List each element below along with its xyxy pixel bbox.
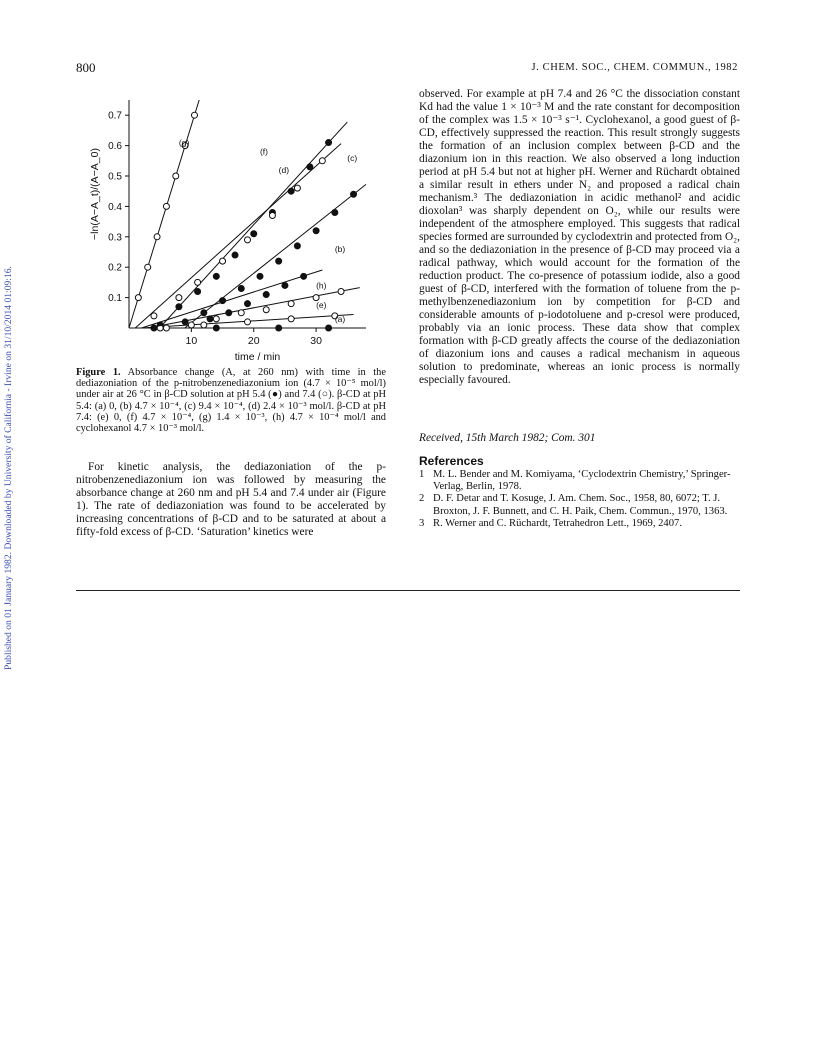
x-tick-label: 30 — [310, 335, 322, 347]
data-point — [282, 282, 288, 288]
data-point — [301, 273, 307, 279]
series-label: (e) — [316, 300, 327, 311]
reference-item — [419, 469, 740, 493]
page-number: 800 — [76, 60, 96, 75]
data-point — [332, 209, 338, 215]
data-point — [213, 325, 219, 331]
data-point — [195, 289, 201, 295]
figure-caption — [76, 367, 386, 434]
data-point — [145, 264, 151, 270]
caption-label: Figure 1. — [76, 367, 121, 378]
series-label: (b) — [334, 244, 346, 254]
y-tick-label: 0.5 — [108, 171, 122, 183]
data-point — [195, 279, 201, 285]
data-point — [269, 213, 275, 219]
data-point — [319, 158, 325, 164]
data-point — [232, 252, 238, 258]
data-point — [326, 140, 332, 146]
data-point — [176, 304, 182, 310]
data-point — [176, 295, 182, 301]
page-bottom-rule — [76, 590, 740, 591]
references-heading: References — [419, 454, 484, 468]
data-point — [338, 289, 344, 295]
left-column-paragraph: For kinetic analysis, the dediazoniation of the p-nitrobenzenediazonium ion was followed by measuring the absorbance change at 260 nm and pH 5.4 and 7.4 under air (Figure 1). The rate of dediazoniation was found to be accelerated by increasing concentrations of β-CD and to be saturated at about a fifty-fold excess of β-CD. ‘Saturation’ kinetics were — [76, 461, 386, 538]
series-label: (a) — [334, 313, 346, 324]
data-point — [173, 173, 179, 179]
running-head: J. CHEM. SOC., CHEM. COMMUN., 1982 — [531, 62, 738, 73]
x-tick-label: 10 — [185, 335, 198, 347]
reference-item — [419, 518, 740, 530]
data-point — [263, 292, 269, 298]
data-point — [151, 313, 157, 319]
caption-text: Absorbance change (A, at 260 nm) with time in the dediazoniation of the p-nitrobenzenediazonium ion (4.7 × 10⁻⁵ mol/l) under air at 26 °C in β-CD solution at pH 5.4 (●) and 7.4 (○). β-CD at pH 5.4: (a) 0, (b) 4.7 × 10⁻⁴, (c) 9.4 × 10⁻⁴, (d) 2.4 × 10⁻³ mol/l. β-CD at pH 7.4: (e) 0, (f) 4.7 × 10⁻⁴, (g) 1.4 × 10⁻³, (h) 4.7 × 10⁻⁴ mol/l and cyclohexanol 4.7 × 10⁻³ mol/l. — [76, 367, 386, 435]
y-tick-label: 0.1 — [108, 293, 122, 305]
data-point — [294, 185, 300, 191]
data-point — [151, 325, 157, 331]
data-point — [135, 295, 141, 301]
data-point — [288, 316, 294, 322]
series-line — [141, 270, 322, 328]
data-point — [213, 273, 219, 279]
y-tick-label: 0.6 — [108, 141, 122, 153]
reference-number: 2 — [419, 493, 425, 505]
series-line — [129, 100, 199, 328]
data-point — [288, 301, 294, 307]
data-point — [263, 307, 269, 313]
references-list — [419, 469, 740, 530]
y-tick-label: 0.3 — [108, 232, 122, 244]
series-label: (g) — [178, 137, 190, 148]
series-label: (f) — [259, 146, 269, 157]
data-point — [220, 258, 226, 264]
data-point — [238, 285, 244, 291]
kinetics-chart — [76, 88, 376, 364]
data-point — [245, 319, 251, 325]
reference-text: D. F. Detar and T. Kosuge, J. Am. Chem. Soc., 1958, 80, 6072; T. J. Broxton, J. F. Bunnett, and C. H. Paik, Chem. Commun., 1970, 1363. — [433, 493, 728, 517]
data-point — [313, 228, 319, 234]
data-point — [294, 243, 300, 249]
data-point — [191, 112, 197, 118]
series-line — [135, 144, 341, 328]
data-point — [245, 301, 251, 307]
data-point — [220, 298, 226, 304]
data-point — [163, 325, 169, 331]
data-point — [276, 325, 282, 331]
publication-margin-note — [3, 190, 17, 670]
x-axis-label: time / min — [234, 351, 281, 363]
data-point — [163, 203, 169, 209]
series-line — [185, 184, 366, 327]
y-tick-label: 0.2 — [108, 262, 122, 274]
data-point — [288, 188, 294, 194]
series-label: (h) — [316, 280, 327, 291]
received-line: Received, 15th March 1982; Com. 301 — [419, 432, 596, 444]
data-point — [188, 322, 194, 328]
reference-text: M. L. Bender and M. Komiyama, ‘Cyclodextrin Chemistry,’ Springer-Verlag, Berlin, 1978. — [433, 469, 731, 493]
data-point — [326, 325, 332, 331]
data-point — [154, 234, 160, 240]
data-point — [276, 258, 282, 264]
data-point — [238, 310, 244, 316]
data-point — [351, 191, 357, 197]
y-axis-label: −ln(A−A_t)/(A−A_0) — [89, 148, 101, 240]
series-label: (c) — [347, 152, 358, 163]
figure-1 — [76, 88, 376, 364]
data-point — [257, 273, 263, 279]
data-point — [245, 237, 251, 243]
y-tick-label: 0.7 — [108, 110, 122, 122]
series-label: (d) — [278, 164, 290, 175]
reference-item — [419, 493, 740, 517]
data-point — [251, 231, 257, 237]
right-column-paragraph: observed. For example at pH 7.4 and 26 °C the dissociation constant Kd had the value 1 × 10⁻³ M and the rate constant for decomposition of the complex was 1.5 × 10⁻³ s⁻¹. Cyclohexanol, a good guest of β-CD, effectively suppressed the reaction. This result strongly suggests the formation of an inclusion complex between β-CD and the diazonium ion in this reaction. We also observed a long induction period at pH 5.4 but not at higher pH. Werner and Rüchardt obtained a similar result in ethers under N₂ and proposed a radical chain mechanism.³ The dediazoniation in acidic methanol² and acidic dioxolan³ was sharply dependent on O₂, while our results were independent of the atmosphere employed. This suggests that radical species formed are surrounded by cyclodextrin and protected from O₂, and so the dediazoniation in the presence of β-CD may proceed via a radical pathway, which would account for the formation of the reduction product. The co-presence of potassium iodide, also a good guest of β-CD, interfered with the formation of toluene from the p-methylbenzenediazonium ion by competition for β-CD and considerable amounts of p-iodotoluene and p-cresol were produced, probably via an ionic process. These data show that complex formation with β-CD greatly affects the course of the dediazoniation of diazonium ions and causes a radical mechanism in aqueous solution to predominate, whereas an ionic process is normally especially favoured. — [419, 88, 740, 386]
y-tick-label: 0.4 — [108, 201, 122, 213]
x-tick-label: 20 — [247, 335, 260, 347]
data-point — [182, 319, 188, 325]
reference-text: R. Werner and C. Rüchardt, Tetrahedron Lett., 1969, 2407. — [433, 517, 682, 529]
reference-number: 3 — [419, 517, 425, 529]
margin-note-text: Published on 01 January 1982. Downloaded by University of California - Irvine on 31/10/2014 01:09:16. — [3, 266, 14, 670]
data-point — [201, 310, 207, 316]
data-point — [201, 322, 207, 328]
data-point — [213, 316, 219, 322]
reference-number: 1 — [419, 469, 425, 480]
